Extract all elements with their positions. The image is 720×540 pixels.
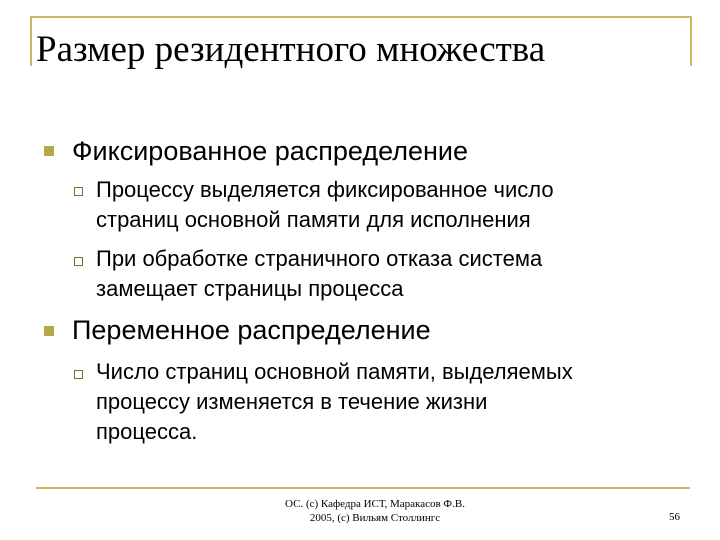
- page-number: 56: [669, 511, 680, 523]
- title-frame-left: [30, 16, 32, 66]
- slide-title: Размер резидентного множества: [36, 29, 546, 70]
- hollow-square-bullet-icon: [74, 257, 83, 266]
- title-frame-top: [30, 16, 690, 18]
- subbullet-line: замещает страницы процесса: [96, 276, 404, 301]
- subbullet-line: процесса.: [96, 419, 198, 444]
- footer-divider: [36, 487, 690, 489]
- subbullet-line: Процессу выделяется фиксированное число: [96, 177, 554, 202]
- square-bullet-icon: [44, 326, 54, 336]
- footer-credits-line1: ОС. (с) Кафедра ИСТ, Маракасов Ф.В.: [285, 498, 465, 510]
- subbullet-line: процессу изменяется в течение жизни: [96, 389, 488, 414]
- subbullet-line: Число страниц основной памяти, выделяемых: [96, 359, 573, 384]
- bullet-fixed-allocation: Фиксированное распределение: [72, 136, 468, 166]
- hollow-square-bullet-icon: [74, 370, 83, 379]
- hollow-square-bullet-icon: [74, 187, 83, 196]
- footer-credits: [200, 497, 550, 525]
- bullet-variable-allocation: Переменное распределение: [72, 315, 431, 345]
- subbullet-line: При обработке страничного отказа система: [96, 246, 543, 271]
- subbullet-line: страниц основной памяти для исполнения: [96, 207, 531, 232]
- title-frame-right: [690, 16, 692, 66]
- square-bullet-icon: [44, 146, 54, 156]
- footer-credits-line2: 2005, (с) Вильям Столлингс: [309, 512, 441, 524]
